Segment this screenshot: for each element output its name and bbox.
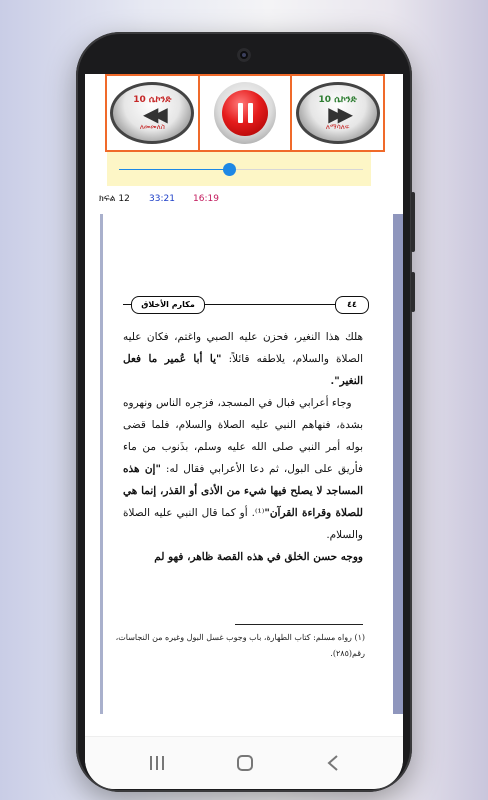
page-edge-right (393, 214, 403, 714)
seek-track[interactable] (119, 169, 363, 170)
back-button[interactable] (319, 749, 347, 777)
forward-arrows: ▶▶ (328, 101, 348, 126)
page-edge-left (100, 214, 103, 714)
rewind-label: ለመመለስ (139, 122, 165, 131)
total-time: 16:19 (193, 194, 219, 204)
forward-label: ለማሳለፍ (325, 122, 350, 131)
home-icon (236, 754, 254, 772)
rewind-seconds: 10 ሴኮንድ (133, 94, 172, 105)
recents-button[interactable] (143, 749, 171, 777)
volume-button (411, 192, 415, 252)
recents-icon (148, 755, 166, 771)
rewind-icon (110, 82, 194, 144)
page-text (123, 326, 363, 568)
paragraph-2: وجاء أعرابي فبال في المسجد، فزجره الناس ونهروه بشدة، فنهاهم النبي عليه الصلاة والسلام، فلما قضى بوله أمر النبي صلى الله عليه وسلم، بذَنوب من ماء فأريق على البول، ثم دعا الأعرابي فقال له: "إن هذه المساجد لا يصلح فيها شيء من الأذى أو القذر، إنما هي للصلاة وقراءة القرآن"⁽¹⁾. أو كما قال النبي عليه الصلاة والسلام. (123, 397, 364, 541)
paragraph-3: ووجه حسن الخلق في هذه القصة ظاهر، فهو لم (154, 551, 363, 563)
home-button[interactable] (231, 749, 259, 777)
part-label: ክፍል 12 (99, 194, 130, 204)
forward-seconds: 10 ሴኮንድ (318, 94, 357, 105)
rewind-arrows: ◀◀ (142, 101, 162, 126)
rewind-button[interactable] (107, 76, 200, 150)
power-button (411, 272, 415, 312)
android-nav-bar (85, 736, 403, 789)
phone-frame (76, 32, 412, 792)
page-number: ٤٤ (335, 296, 369, 314)
pause-icon (214, 82, 276, 144)
footnote: (١) رواه مسلم: كتاب الطهارة، باب وجوب غسل البول وغيره من النجاسات، رقم(٢٨٥). (115, 633, 365, 658)
forward-button[interactable] (292, 76, 383, 150)
paragraph-1: هلك هذا النغير، فحزن عليه الصبي واغتم، فكان عليه الصلاة والسلام، يلاطفه قائلاً: "يا أبا عُمير ما فعل النغير". (123, 331, 363, 387)
player-controls (105, 74, 385, 152)
fast-forward-icon (296, 82, 380, 144)
seek-bar-area (107, 152, 371, 186)
book-title: مكارم الأخلاق (131, 296, 205, 314)
pause-button[interactable] (200, 76, 293, 150)
seek-progress (119, 169, 229, 170)
front-camera (237, 48, 251, 62)
seek-thumb[interactable] (223, 163, 236, 176)
elapsed-time: 33:21 (149, 194, 175, 204)
back-icon (326, 754, 340, 772)
footnote-rule (235, 624, 363, 625)
screen (85, 74, 403, 789)
